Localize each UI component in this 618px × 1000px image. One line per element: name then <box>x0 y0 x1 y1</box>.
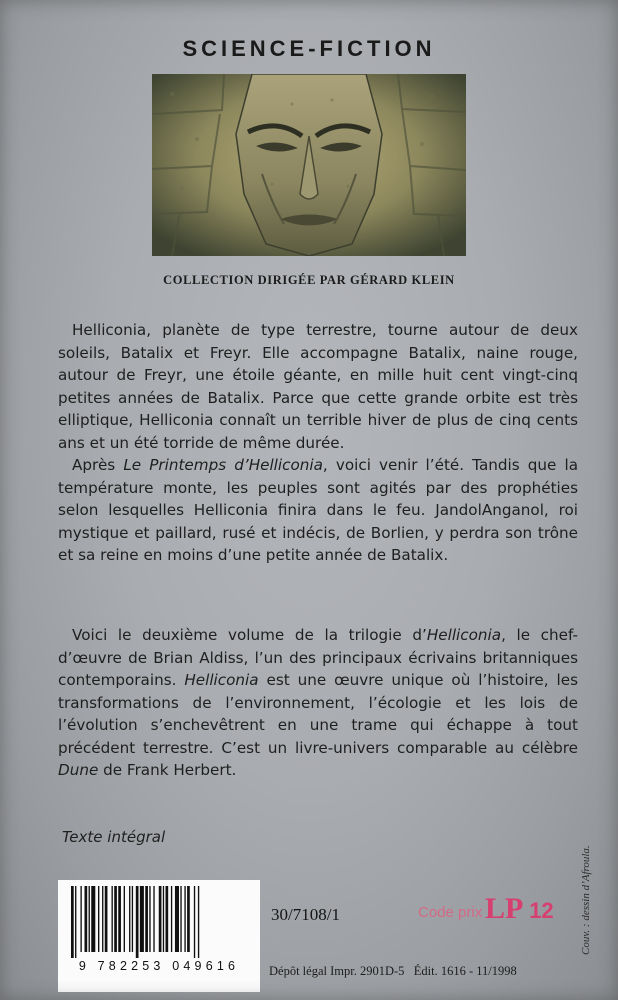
p2-book-title: Le Printemps d’Helliconia <box>123 456 323 474</box>
price-code-lp: LP <box>485 892 522 925</box>
p2-text-a: Après <box>72 456 124 474</box>
texte-integral-note: Texte intégral <box>62 828 166 846</box>
price-code-value <box>485 892 554 926</box>
p3-title-dune: Dune <box>58 761 99 779</box>
p3-text-a: Voici le deuxième volume de la trilogie d’ <box>72 626 427 644</box>
p3-text-c: , le chef-d’œuvre de Brian Aldiss, l’un des principaux écrivains britanniques contemporains. <box>58 626 578 689</box>
collection-line: COLLECTION DIRIGÉE PAR GÉRARD KLEIN <box>163 273 455 287</box>
price-code-number: 12 <box>529 898 554 923</box>
code-prix-label: Code prix <box>418 904 483 921</box>
blurb-paragraph-3 <box>58 624 578 782</box>
blurb-block-2 <box>58 624 578 782</box>
series-title: SCIENCE-FICTION <box>182 36 436 61</box>
isbn-barcode <box>58 880 260 992</box>
blurb-paragraph-1: Helliconia, planète de type terrestre, tourne autour de deux soleils, Batalix et Freyr. Elle accompagne Batalix, naine rouge, autour de Freyr, une étoile géante, en mille huit cent vingt-cinq petites années de Batalix. Parce que cette grande orbite est très elliptique, Helliconia connaît un terrible hiver de plus de cinq cents ans et un été torride de même durée. <box>58 321 578 452</box>
cover-credit: Couv. : dessin d’Afroula. <box>580 845 592 955</box>
isbn-number: 9 782253 049616 <box>78 959 240 973</box>
cover-artwork-stone-face <box>152 74 466 256</box>
blurb-paragraph-2 <box>58 454 578 567</box>
p3-title-helliconia-2: Helliconia <box>184 671 259 689</box>
p2-text-b: , voici venir l’été. Tandis que la température monte, les peuples sont agités par des prophéties selon lesquelles Helliconia finira dans le feu. JandolAnganol, roi mystique et paillard, rusé et indécis, de Borlien, y perdra son trône et sa reine en moins d’une petite année de Batalix. <box>58 456 579 564</box>
legal-deposit-line: Dépôt légal Impr. 2901D-5 Édit. 1616 - 11/1998 <box>269 964 517 978</box>
p3-text-e: est une œuvre unique où l’histoire, les transformations de l’environnement, l’écologie et les lois de l’évolution s’enchevêtrent en une trame qui échappe à tout précédent terrestre. C’est un livre-univers comparable au célèbre <box>58 671 578 757</box>
p3-text-g: de Frank Herbert. <box>98 761 237 779</box>
blurb-block-1 <box>58 319 578 567</box>
barcode-bars <box>69 886 249 958</box>
p3-title-helliconia-1: Helliconia <box>426 626 502 644</box>
catalog-reference: 30/7108/1 <box>271 905 340 924</box>
